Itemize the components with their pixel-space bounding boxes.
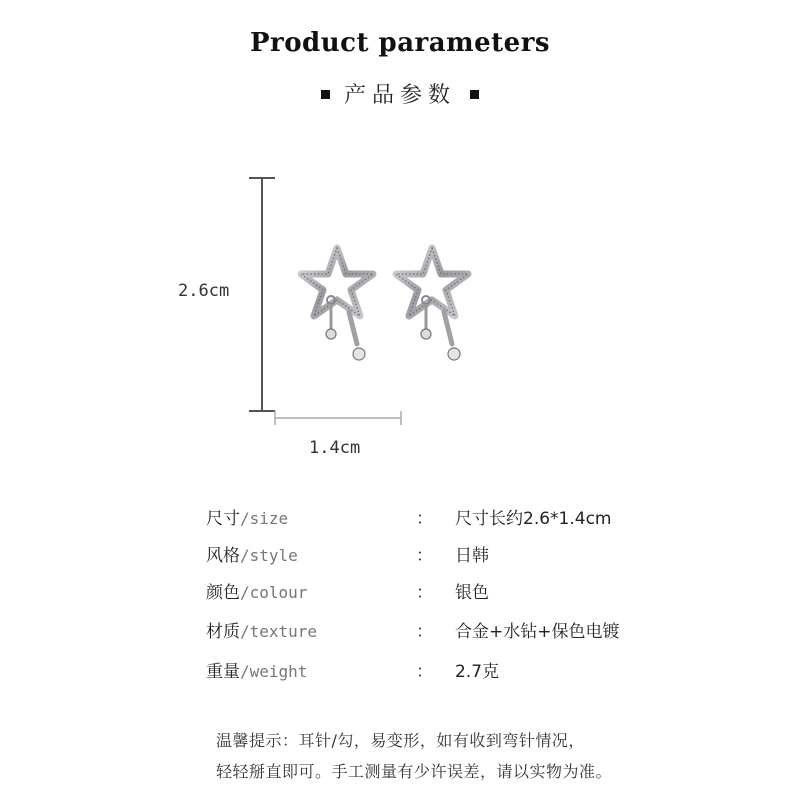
spec-key	[206, 578, 307, 603]
spec-key-en: /texture	[240, 622, 318, 641]
spec-value: 日韩	[455, 546, 489, 566]
spec-colon: ：	[416, 509, 433, 529]
spec-row-style	[206, 541, 686, 565]
spec-row-colour	[206, 578, 686, 602]
spec-colon: ：	[416, 546, 433, 566]
spec-value: 2.7克	[455, 662, 500, 682]
spec-key	[206, 657, 307, 682]
spec-key-en: /weight	[240, 662, 308, 681]
spec-value: 银色	[455, 583, 489, 603]
spec-key	[206, 504, 288, 529]
page-title: Product parameters	[249, 28, 551, 58]
spec-key-cn: 尺寸	[206, 509, 240, 529]
spec-value: 合金+水钻+保色电镀	[455, 622, 620, 642]
spec-key-en: /colour	[240, 583, 308, 602]
note-line-2: 轻轻掰直即可。手工测量有少许误差，请以实物为准。	[216, 762, 613, 781]
width-label: 1.4cm	[309, 438, 361, 458]
earring-right	[396, 248, 468, 360]
height-label: 2.6cm	[178, 281, 230, 301]
height-ruler	[249, 178, 275, 411]
spec-key-en: /size	[240, 509, 289, 528]
spec-key-cn: 材质	[206, 622, 240, 642]
spec-row-texture	[206, 617, 686, 641]
spec-row-size	[206, 504, 686, 528]
spec-key-cn: 颜色	[206, 583, 240, 603]
earring-left	[301, 248, 373, 360]
spec-key	[206, 541, 298, 566]
spec-colon: ：	[416, 662, 433, 682]
width-ruler	[275, 411, 401, 425]
spec-key-cn: 重量	[206, 662, 240, 682]
note-line-1: 温馨提示：耳针/勾，易变形，如有收到弯针情况，	[216, 731, 585, 750]
spec-key	[206, 617, 317, 642]
spec-row-weight	[206, 657, 686, 681]
spec-key-cn: 风格	[206, 546, 240, 566]
subtitle-text: 产品参数	[343, 83, 456, 108]
spec-colon: ：	[416, 583, 433, 603]
spec-value: 尺寸长约2.6*1.4cm	[455, 509, 612, 529]
spec-key-en: /style	[240, 546, 298, 565]
spec-colon: ：	[416, 622, 433, 642]
